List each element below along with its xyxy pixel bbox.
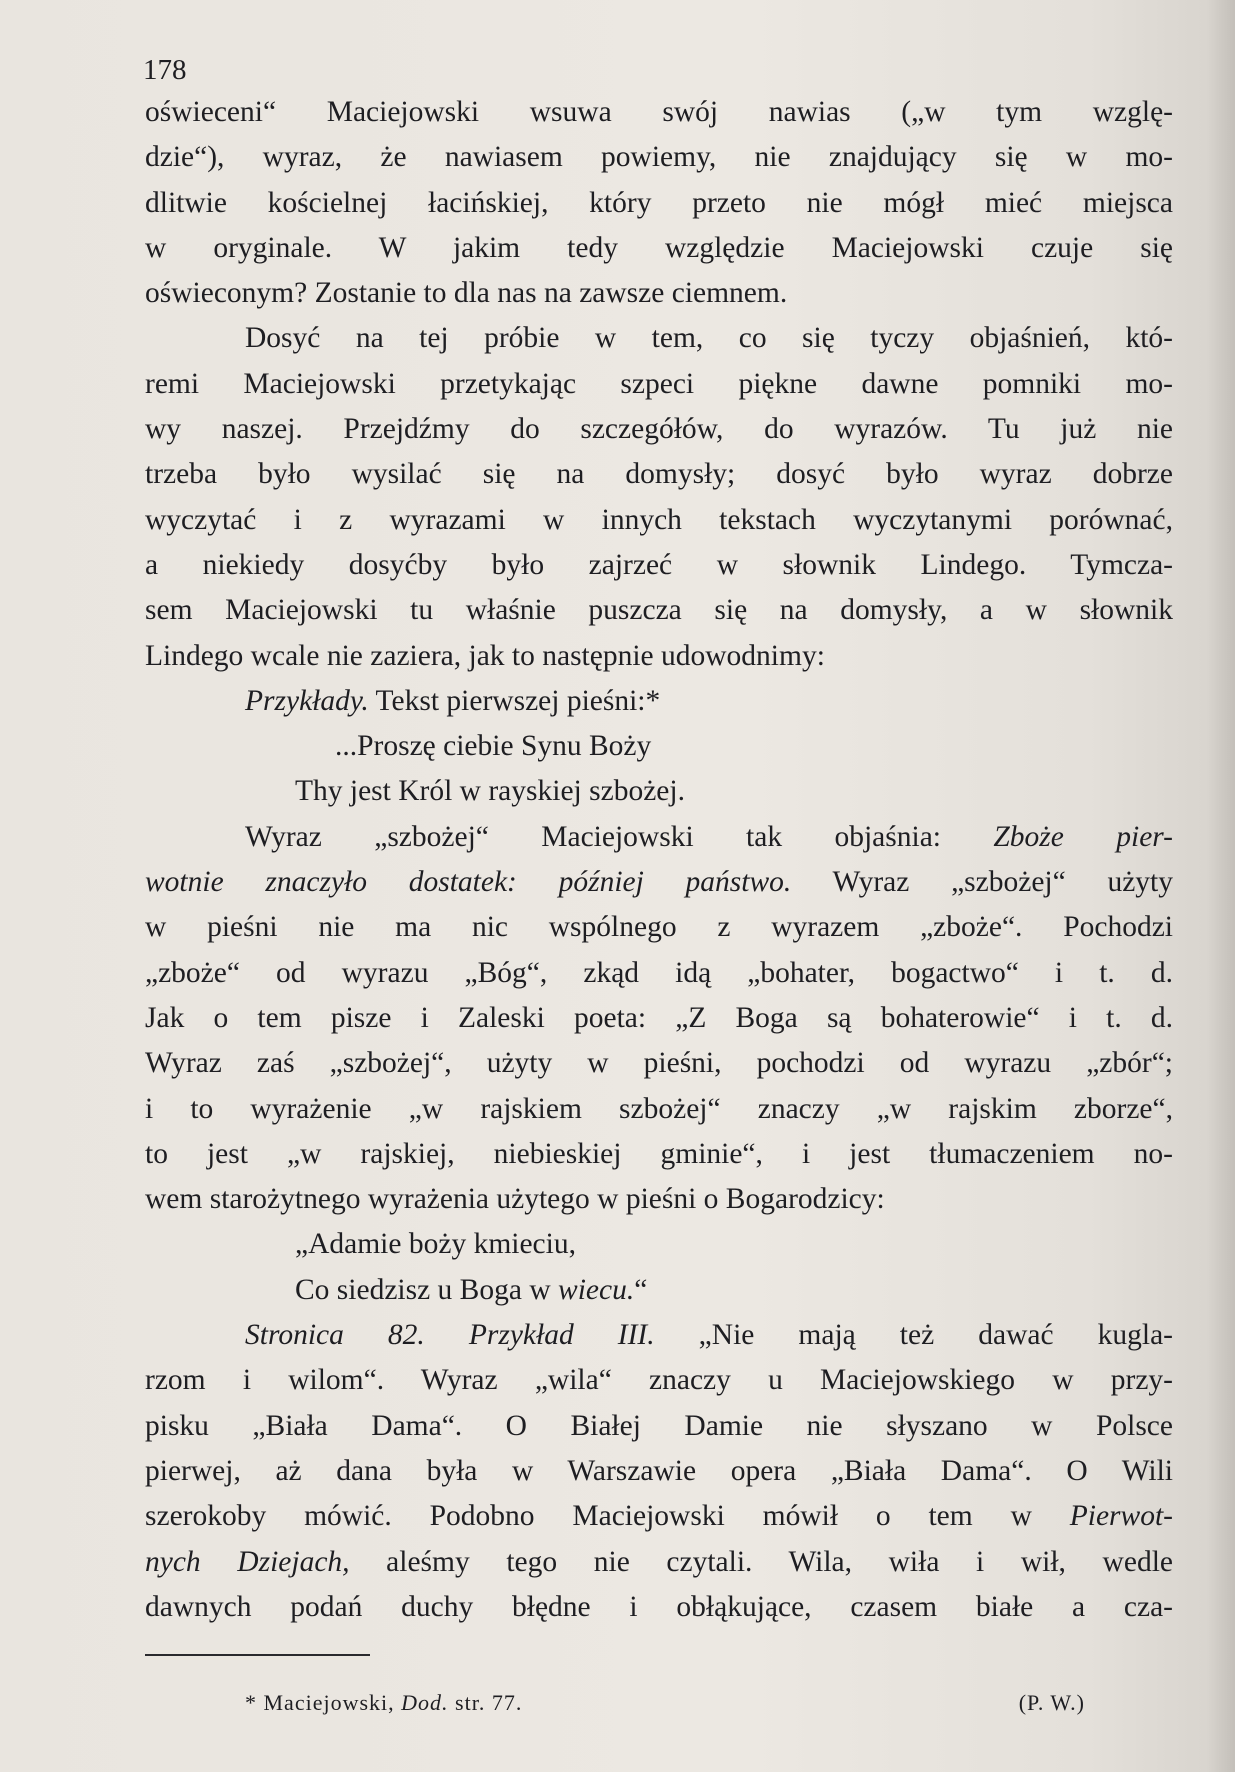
- text-run: Thy jest Król w rayskiej szbożej.: [295, 775, 685, 808]
- footnote-author: Maciejowski,: [263, 1690, 395, 1716]
- text-line: [145, 1585, 1173, 1630]
- text-run: „Adamie boży kmieciu,: [295, 1228, 576, 1261]
- footnote-reference: [245, 1688, 522, 1718]
- text-run: “: [634, 1273, 648, 1306]
- italic-text: Zboże pier-: [993, 820, 1174, 853]
- text-run: Co siedzisz u Boga w: [295, 1273, 559, 1306]
- text-run: ...Proszę ciebie Synu Boży: [335, 730, 652, 763]
- text-line: [145, 634, 1173, 679]
- text-line: [145, 724, 1173, 769]
- text-run: Tekst pierwszej pieśni:*: [368, 684, 661, 717]
- footnote-page: str. 77.: [455, 1690, 523, 1716]
- text-run: oświeceni“ Maciejowski wsuwa swój nawias („w tym wzglę-: [145, 96, 1173, 128]
- footnote-star: *: [245, 1690, 257, 1716]
- italic-text: nych Dziejach,: [145, 1545, 350, 1578]
- text-run: i to wyrażenie „w rajskiem szbożej“ znaczy „w rajskim zborze“,: [145, 1092, 1173, 1125]
- page-number: 178: [143, 54, 187, 86]
- text-run: Wyraz „szbożej“ Maciejowski tak objaśnia:: [245, 820, 994, 853]
- text-line: [145, 362, 1173, 407]
- text-run: Lindego wcale nie zaziera, jak to następnie udowodnimy:: [145, 639, 825, 672]
- text-line: [145, 1041, 1173, 1086]
- text-line: [145, 452, 1173, 497]
- text-line: [145, 1268, 1173, 1313]
- text-line: [145, 996, 1173, 1041]
- text-run: „Nie mają też dawać kugla-: [654, 1319, 1173, 1352]
- text-run: w pieśni nie ma nic wspólnego z wyrazem „zboże“. Pochodzi: [145, 911, 1173, 944]
- text-run: to jest „w rajskiej, niebieskiej gminie“, i jest tłumaczeniem no-: [145, 1137, 1173, 1170]
- text-run: Dosyć na tej próbie w tem, co się tyczy objaśnień, któ-: [245, 322, 1173, 355]
- text-line: [145, 90, 1173, 135]
- text-line: [145, 1540, 1173, 1585]
- italic-text: Stronica 82. Przykład III.: [245, 1319, 655, 1352]
- italic-text: wotnie znaczyło dostatek: później państwo.: [145, 866, 792, 899]
- text-run: wy naszej. Przejdźmy do szczegółów, do wyrazów. Tu już nie: [145, 413, 1173, 446]
- text-line: [145, 1449, 1173, 1494]
- book-page: [145, 52, 1173, 1718]
- text-line: [145, 1222, 1173, 1267]
- italic-text: wiecu.: [558, 1273, 635, 1306]
- text-line: [145, 1132, 1173, 1177]
- italic-text: Pierwot-: [1069, 1500, 1173, 1533]
- text-line: [145, 135, 1173, 180]
- text-run: wem starożytnego wyrażenia użytego w pieśni o Bogarodzicy:: [145, 1183, 885, 1216]
- text-line: [145, 271, 1173, 316]
- text-run: w oryginale. W jakim tedy względzie Maciejowski czuje się: [145, 231, 1173, 264]
- text-run: pisku „Biała Dama“. O Białej Damie nie słyszano w Polsce: [145, 1409, 1173, 1442]
- text-run: dawnych podań duchy błędne i obłąkujące, czasem białe a cza-: [145, 1590, 1173, 1623]
- text-run: Wyraz zaś „szbożej“, użyty w pieśni, pochodzi od wyrazu „zbór“;: [145, 1047, 1173, 1080]
- text-run: „zboże“ od wyrazu „Bóg“, zkąd idą „bohater, bogactwo“ i t. d.: [145, 956, 1173, 989]
- text-run: oświeconym? Zostanie to dla nas na zawsze ciemnem.: [145, 277, 788, 310]
- text-run: aleśmy tego nie czytali. Wila, wiła i wił, wedle: [349, 1545, 1173, 1578]
- text-line: [145, 1494, 1173, 1539]
- text-line: [145, 1404, 1173, 1449]
- text-line: [145, 316, 1173, 361]
- footnote: [145, 1688, 1085, 1718]
- text-run: dlitwie kościelnej łacińskiej, który przeto nie mógł mieć miejsca: [145, 186, 1173, 219]
- text-line: [145, 951, 1173, 996]
- text-line: [145, 226, 1173, 271]
- text-run: Jak o tem pisze i Zaleski poeta: „Z Boga są bohaterowie“ i t. d.: [145, 1001, 1173, 1034]
- text-run: rzom i wilom“. Wyraz „wila“ znaczy u Maciejowskiego w przy-: [145, 1364, 1173, 1397]
- text-run: wyczytać i z wyrazami w innych tekstach wyczytanymi porównać,: [145, 503, 1173, 536]
- text-run: remi Maciejowski przetykając szpeci piękne dawne pomniki mo-: [145, 367, 1173, 400]
- text-line: [145, 1087, 1173, 1132]
- text-line: [145, 1313, 1173, 1358]
- text-run: Wyraz „szbożej“ użyty: [791, 866, 1173, 899]
- page-edge-shadow: [1207, 0, 1235, 1772]
- text-run: szerokoby mówić. Podobno Maciejowski mówił o tem w: [145, 1500, 1070, 1533]
- text-line: [145, 1358, 1173, 1403]
- text-line: [145, 860, 1173, 905]
- text-line: [145, 815, 1173, 860]
- text-line: [145, 769, 1173, 814]
- text-line: [145, 181, 1173, 226]
- text-run: trzeba było wysilać się na domysły; dosyć było wyraz dobrze: [145, 458, 1173, 491]
- text-line: [145, 407, 1173, 452]
- text-line: [145, 543, 1173, 588]
- footnote-rule: [145, 1654, 370, 1656]
- text-line: [145, 588, 1173, 633]
- text-line: [145, 498, 1173, 543]
- body-text: [145, 90, 1173, 1630]
- text-run: sem Maciejowski tu właśnie puszcza się na domysły, a w słownik: [145, 594, 1173, 627]
- text-run: dzie“), wyraz, że nawiasem powiemy, nie znajdujący się w mo-: [145, 141, 1173, 174]
- text-line: [145, 905, 1173, 950]
- text-run: a niekiedy dosyćby było zajrzeć w słownik Lindego. Tymcza-: [145, 548, 1173, 581]
- footnote-work: Dod.: [401, 1690, 449, 1716]
- text-line: [145, 1177, 1173, 1222]
- italic-text: Przykłady.: [245, 684, 369, 717]
- text-run: pierwej, aż dana była w Warszawie opera „Biała Dama“. O Wili: [145, 1454, 1173, 1487]
- text-line: [145, 679, 1173, 724]
- footnote-signature: (P. W.): [1018, 1690, 1085, 1716]
